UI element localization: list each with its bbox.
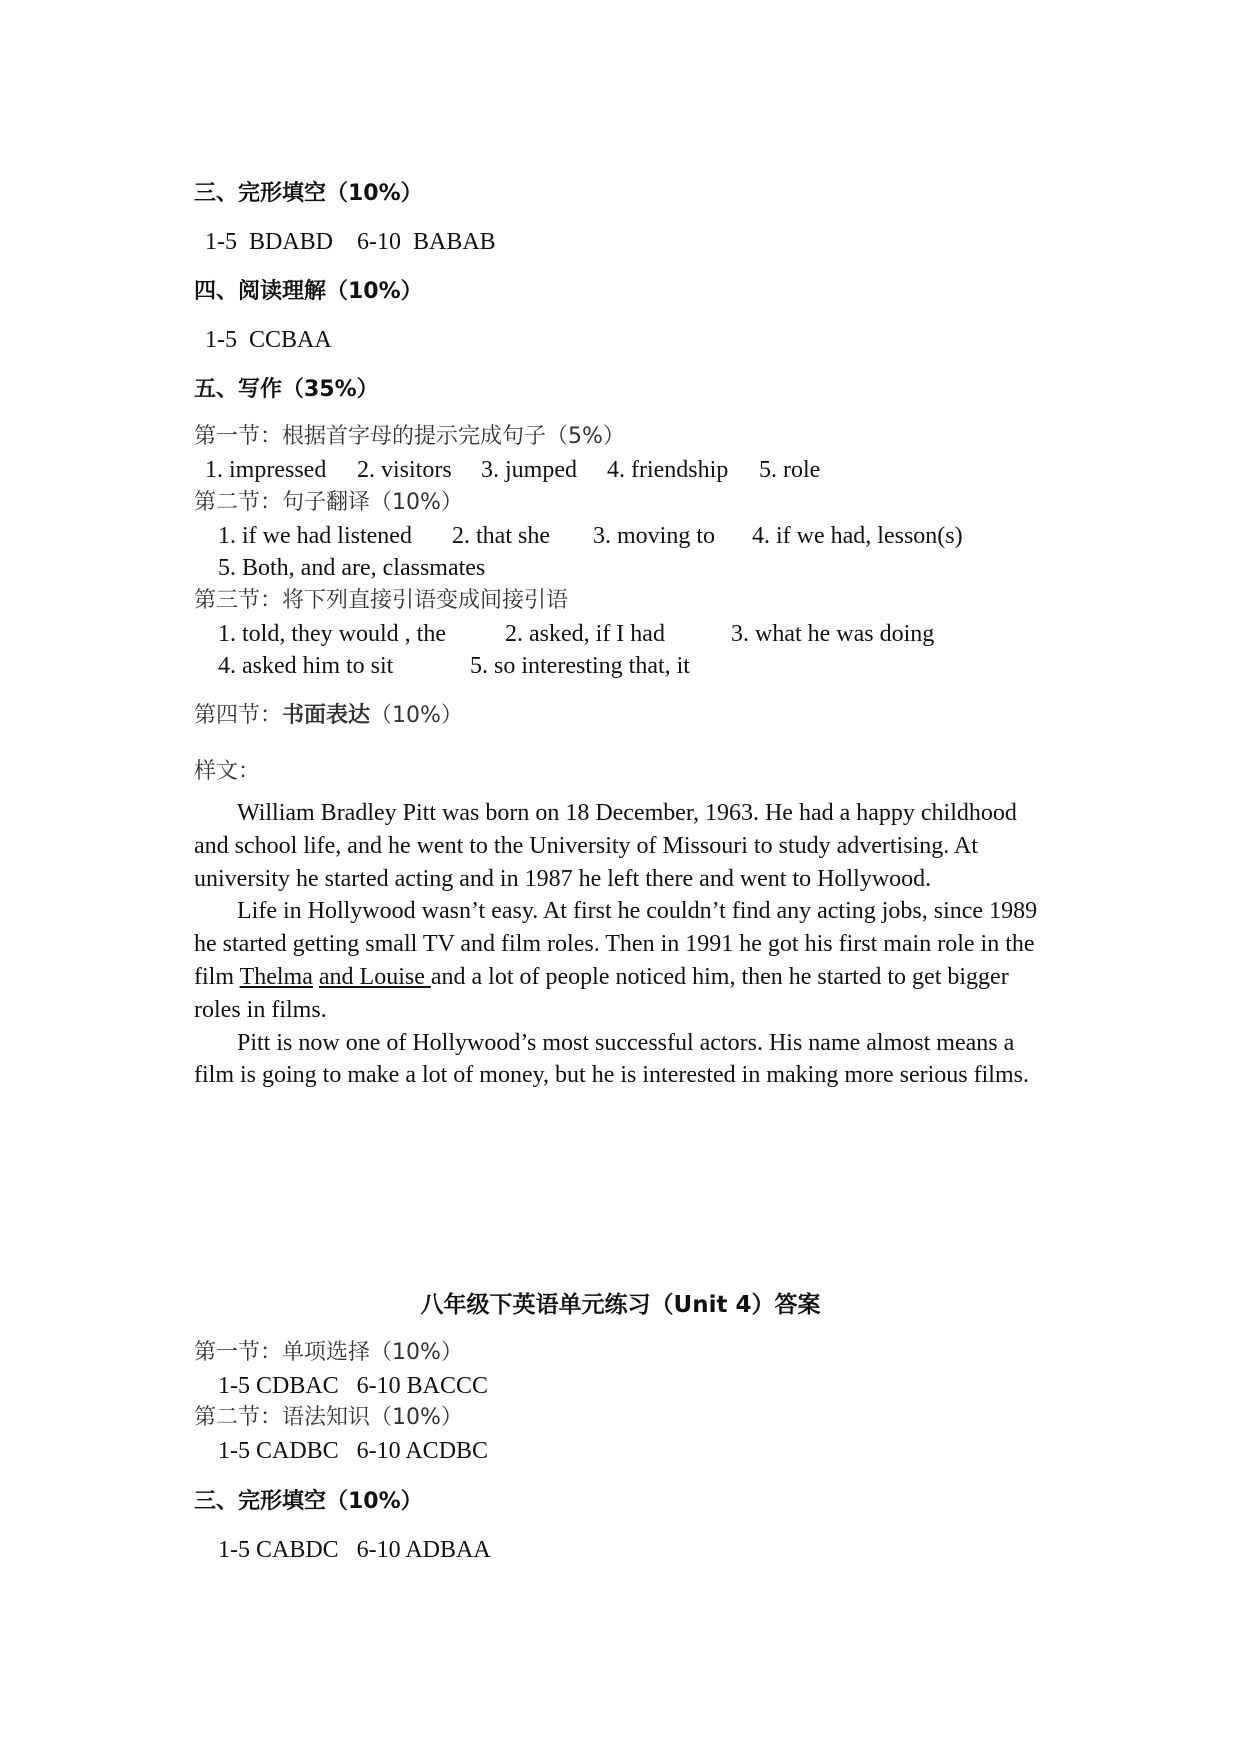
unit4-section1-answers: 1-5 CDBAC 6-10 BACCC xyxy=(218,1373,489,1399)
essay-paragraph xyxy=(194,895,1054,1026)
section3-item: 1. told, they would , the xyxy=(218,621,446,647)
section3-answers-row2 xyxy=(0,650,1241,682)
section2-item: 5. Both, and are, classmates xyxy=(218,555,486,581)
section4-heading-suffix: （10%） xyxy=(370,703,463,728)
section4-heading-bold: 书面表达 xyxy=(282,703,371,728)
section3-item: 3. what he was doing xyxy=(731,621,935,647)
part3-heading: 三、完形填空（10%） xyxy=(194,181,423,206)
section3-item: 5. so interesting that, it xyxy=(470,653,690,679)
essay-text: Life in Hollywood wasn’t easy. At first he couldn’t find any acting jobs, since 1989 he started getting small TV and film roles. Then in 1991 he got his first main role in the film xyxy=(194,898,1038,990)
section2-item: 4. if we had, lesson(s) xyxy=(752,523,963,549)
sample-essay xyxy=(194,797,1054,1092)
unit4-section2-answers: 1-5 CADBC 6-10 ACDBC xyxy=(218,1438,489,1464)
section3-item: 2. asked, if I had xyxy=(505,621,665,647)
unit4-section3-heading: 三、完形填空（10%） xyxy=(194,1489,423,1514)
section3-item: 4. asked him to sit xyxy=(218,653,394,679)
section1-item: 2. visitors xyxy=(357,457,452,483)
unit4-section3-answers: 1-5 CABDC 6-10 ADBAA xyxy=(218,1537,491,1563)
section1-item: 5. role xyxy=(759,457,821,483)
section4-heading xyxy=(194,700,463,732)
unit4-section1-heading: 第一节：单项选择（10%） xyxy=(194,1340,463,1365)
section1-heading: 第一节：根据首字母的提示完成句子（5%） xyxy=(194,424,625,449)
section4-heading-prefix: 第四节： xyxy=(194,703,283,728)
part4-heading: 四、阅读理解（10%） xyxy=(194,279,423,304)
part3-answers: 1-5 BDABD 6-10 BABAB xyxy=(205,229,496,255)
film-title-part: Thelma xyxy=(239,963,313,990)
section1-item: 4. friendship xyxy=(607,457,729,483)
sample-label: 样文： xyxy=(194,759,261,784)
section3-heading: 第三节：将下列直接引语变成间接引语 xyxy=(194,588,569,613)
essay-paragraph: William Bradley Pitt was born on 18 December, 1963. He had a happy childhood and school life, and he went to the University of Missouri to study advertising. At university he started acting and in 1987 he left there and went to Hollywood. xyxy=(194,800,1017,892)
essay-text: and a lot of people noticed him, then he started to get bigger roles in films. xyxy=(194,963,1009,1023)
section3-answers-row1 xyxy=(0,618,1241,650)
film-title-part: and Louise xyxy=(318,963,431,990)
section2-item: 1. if we had listened xyxy=(218,523,412,549)
section1-item: 3. jumped xyxy=(481,457,577,483)
section2-heading: 第二节：句子翻译（10%） xyxy=(194,490,463,515)
unit4-title: 八年级下英语单元练习（Unit 4）答案 xyxy=(420,1292,821,1318)
section2-item: 3. moving to xyxy=(593,523,716,549)
section2-answers-row1 xyxy=(0,520,1241,552)
section2-item: 2. that she xyxy=(452,523,550,549)
essay-paragraph: Pitt is now one of Hollywood’s most successful actors. His name almost means a film is going to make a lot of money, but he is interested in making more serious films. xyxy=(194,1029,1029,1089)
unit4-section2-heading: 第二节：语法知识（10%） xyxy=(194,1405,463,1430)
section1-item: 1. impressed xyxy=(205,457,327,483)
part5-heading: 五、写作（35%） xyxy=(194,377,379,402)
part4-answers: 1-5 CCBAA xyxy=(205,327,332,353)
section1-answers xyxy=(0,454,1241,486)
